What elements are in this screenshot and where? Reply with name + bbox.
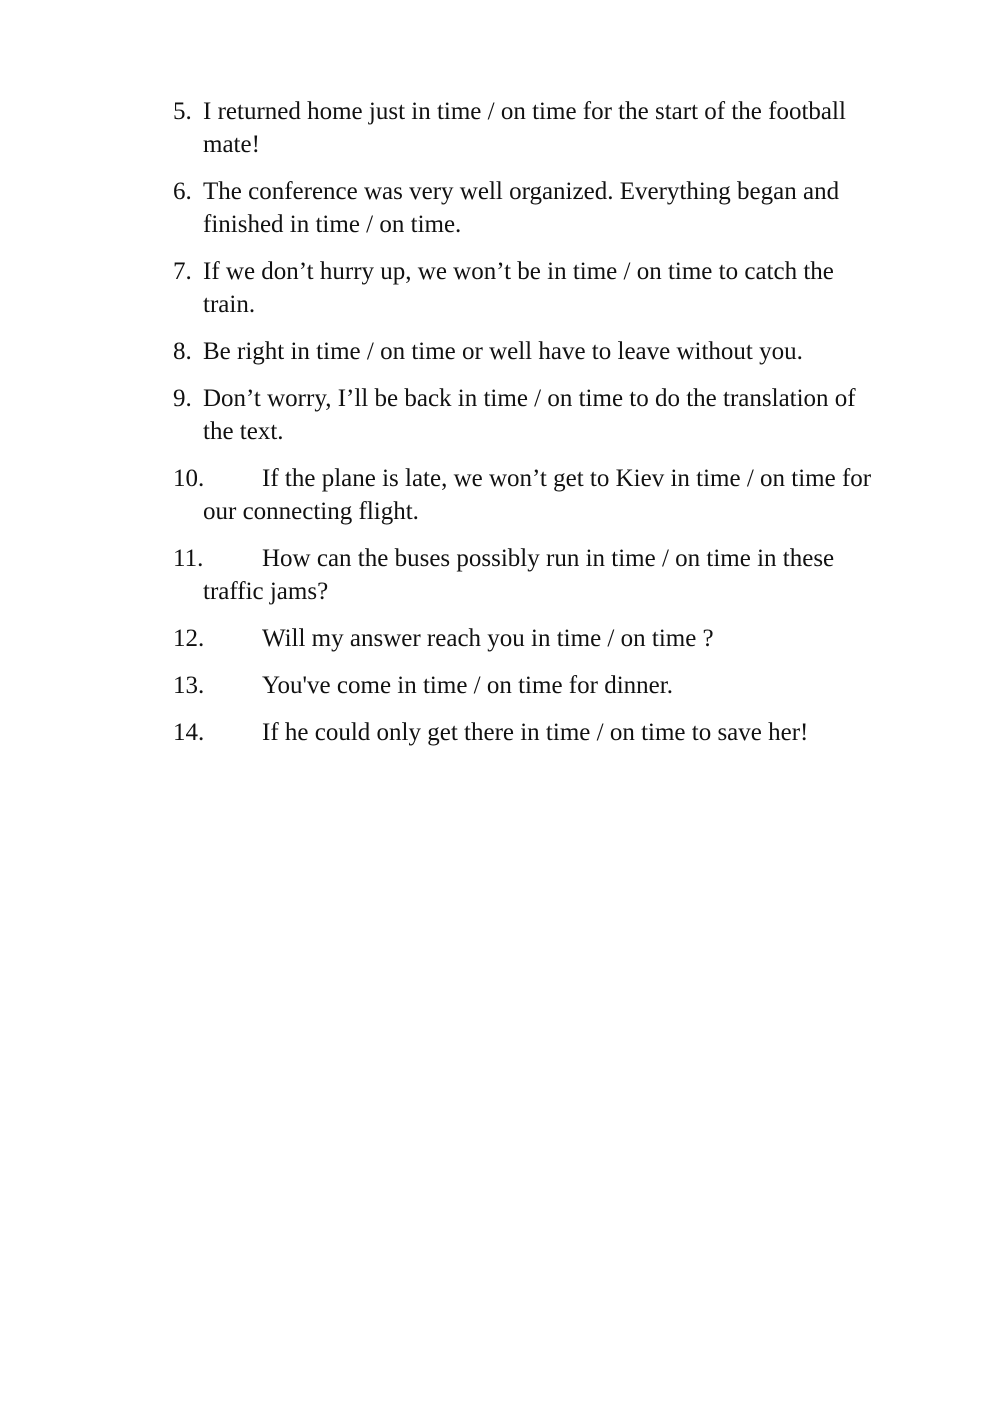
item-number: 8. bbox=[173, 338, 192, 365]
item-text-line-1: You've come in time / on time for dinner. bbox=[262, 672, 673, 699]
item-text-line-1: If the plane is late, we won’t get to Kiev in time / on time for bbox=[262, 465, 872, 492]
item-text-line-1: If we don’t hurry up, we won’t be in time / on time to catch the bbox=[203, 258, 834, 285]
item-number: 14. bbox=[173, 719, 205, 746]
item-text-line-1: If he could only get there in time / on time to save her! bbox=[262, 719, 809, 746]
item-text-line-1: Don’t worry, I’ll be back in time / on time to do the translation of bbox=[203, 385, 856, 412]
item-number: 10. bbox=[173, 465, 205, 492]
item-text-line-2: finished in time / on time. bbox=[203, 211, 462, 238]
item-text-line-2: traffic jams? bbox=[203, 578, 329, 605]
item-text-line-2: mate! bbox=[203, 131, 260, 158]
item-number: 5. bbox=[173, 98, 192, 125]
item-text-line-2: train. bbox=[203, 291, 256, 318]
item-number: 6. bbox=[173, 178, 192, 205]
item-text-line-2: our connecting flight. bbox=[203, 498, 419, 525]
item-text-line-1: Be right in time / on time or well have to leave without you. bbox=[203, 338, 803, 365]
item-text-line-1: The conference was very well organized. Everything began and bbox=[203, 178, 840, 205]
item-text-line-1: How can the buses possibly run in time / on time in these bbox=[262, 545, 835, 572]
item-number: 12. bbox=[173, 625, 205, 652]
item-number: 13. bbox=[173, 672, 205, 699]
item-text-line-1: I returned home just in time / on time for the start of the football bbox=[203, 98, 846, 125]
item-text-line-1: Will my answer reach you in time / on time ? bbox=[262, 625, 714, 652]
item-text-line-2: the text. bbox=[203, 418, 284, 445]
item-number: 11. bbox=[173, 545, 204, 572]
item-number: 9. bbox=[173, 385, 192, 412]
item-number: 7. bbox=[173, 258, 192, 285]
